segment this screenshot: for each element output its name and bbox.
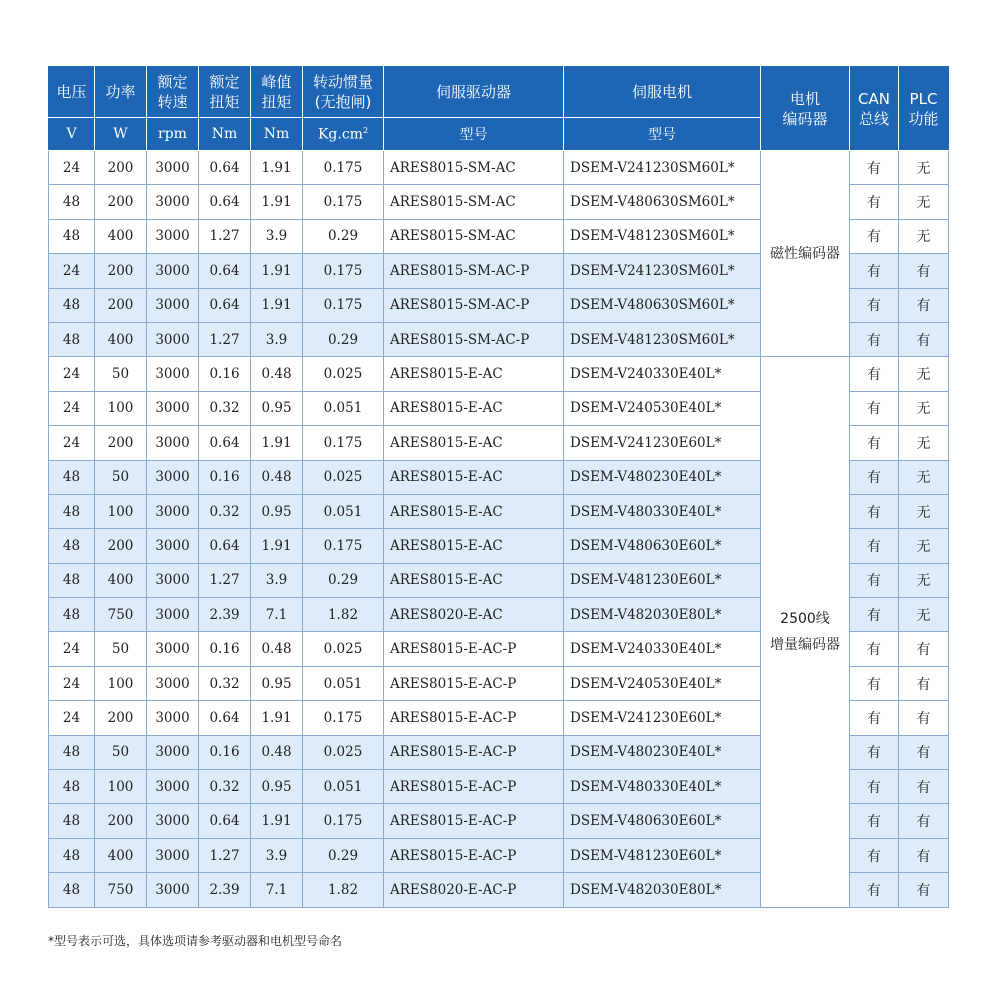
unit-motor-model: 型号 bbox=[564, 118, 761, 151]
encoder-incremental-line1: 2500线 bbox=[780, 610, 830, 627]
cell-inertia: 0.175 bbox=[303, 254, 384, 288]
cell-voltage: 48 bbox=[49, 735, 95, 769]
cell-speed: 3000 bbox=[147, 322, 199, 356]
cell-plc: 无 bbox=[899, 563, 949, 597]
cell-driver-model: ARES8015-E-AC bbox=[384, 563, 564, 597]
cell-speed: 3000 bbox=[147, 460, 199, 494]
cell-voltage: 24 bbox=[49, 151, 95, 185]
cell-motor-model: DSEM-V482030E80L* bbox=[564, 598, 761, 632]
cell-voltage: 48 bbox=[49, 563, 95, 597]
cell-driver-model: ARES8015-E-AC bbox=[384, 529, 564, 563]
cell-power: 200 bbox=[95, 254, 147, 288]
cell-voltage: 24 bbox=[49, 357, 95, 391]
cell-inertia: 0.025 bbox=[303, 632, 384, 666]
cell-can: 有 bbox=[850, 391, 899, 425]
cell-inertia: 0.175 bbox=[303, 804, 384, 838]
header-peak-torque: 峰值 扭矩 bbox=[251, 67, 303, 118]
cell-motor-model: DSEM-V241230SM60L* bbox=[564, 151, 761, 185]
unit-peak-torque: Nm bbox=[251, 118, 303, 151]
cell-driver-model: ARES8015-SM-AC-P bbox=[384, 322, 564, 356]
cell-inertia: 0.29 bbox=[303, 838, 384, 872]
cell-rated-torque: 0.32 bbox=[199, 666, 251, 700]
cell-plc: 无 bbox=[899, 357, 949, 391]
unit-speed: rpm bbox=[147, 118, 199, 151]
table-row bbox=[49, 151, 949, 185]
cell-peak-torque: 1.91 bbox=[251, 288, 303, 322]
cell-inertia: 0.051 bbox=[303, 666, 384, 700]
cell-peak-torque: 1.91 bbox=[251, 185, 303, 219]
cell-motor-model: DSEM-V481230SM60L* bbox=[564, 322, 761, 356]
cell-voltage: 48 bbox=[49, 529, 95, 563]
table-row bbox=[49, 357, 949, 391]
cell-can: 有 bbox=[850, 666, 899, 700]
cell-speed: 3000 bbox=[147, 770, 199, 804]
cell-inertia: 0.051 bbox=[303, 770, 384, 804]
cell-motor-model: DSEM-V480330E40L* bbox=[564, 494, 761, 528]
cell-can: 有 bbox=[850, 735, 899, 769]
cell-can: 有 bbox=[850, 219, 899, 253]
cell-power: 200 bbox=[95, 151, 147, 185]
header-power: 功率 bbox=[95, 67, 147, 118]
cell-motor-model: DSEM-V480630SM60L* bbox=[564, 185, 761, 219]
cell-can: 有 bbox=[850, 529, 899, 563]
cell-can: 有 bbox=[850, 185, 899, 219]
cell-rated-torque: 0.64 bbox=[199, 288, 251, 322]
cell-power: 200 bbox=[95, 426, 147, 460]
cell-speed: 3000 bbox=[147, 426, 199, 460]
cell-power: 200 bbox=[95, 804, 147, 838]
cell-peak-torque: 0.95 bbox=[251, 494, 303, 528]
header-inertia: 转动惯量 (无抱闸) bbox=[303, 67, 384, 118]
cell-power: 400 bbox=[95, 838, 147, 872]
cell-can: 有 bbox=[850, 494, 899, 528]
cell-can: 有 bbox=[850, 151, 899, 185]
cell-driver-model: ARES8015-E-AC-P bbox=[384, 701, 564, 735]
cell-driver-model: ARES8015-E-AC-P bbox=[384, 666, 564, 700]
cell-rated-torque: 0.64 bbox=[199, 804, 251, 838]
cell-motor-model: DSEM-V481230SM60L* bbox=[564, 219, 761, 253]
cell-speed: 3000 bbox=[147, 701, 199, 735]
cell-power: 200 bbox=[95, 701, 147, 735]
encoder-incremental-line2: 增量编码器 bbox=[770, 636, 840, 653]
cell-peak-torque: 1.91 bbox=[251, 529, 303, 563]
footnote: *型号表示可选，具体选项请参考驱动器和电机型号命名 bbox=[48, 934, 343, 948]
cell-motor-model: DSEM-V241230E60L* bbox=[564, 426, 761, 460]
cell-power: 200 bbox=[95, 529, 147, 563]
cell-motor-model: DSEM-V480630E60L* bbox=[564, 529, 761, 563]
cell-rated-torque: 2.39 bbox=[199, 598, 251, 632]
cell-rated-torque: 0.16 bbox=[199, 735, 251, 769]
cell-power: 50 bbox=[95, 632, 147, 666]
unit-voltage: V bbox=[49, 118, 95, 151]
cell-driver-model: ARES8020-E-AC bbox=[384, 598, 564, 632]
cell-peak-torque: 7.1 bbox=[251, 598, 303, 632]
cell-peak-torque: 3.9 bbox=[251, 219, 303, 253]
cell-speed: 3000 bbox=[147, 563, 199, 597]
cell-plc: 有 bbox=[899, 666, 949, 700]
unit-driver-model: 型号 bbox=[384, 118, 564, 151]
cell-plc: 有 bbox=[899, 838, 949, 872]
cell-rated-torque: 0.16 bbox=[199, 460, 251, 494]
unit-rated-torque: Nm bbox=[199, 118, 251, 151]
cell-power: 400 bbox=[95, 322, 147, 356]
cell-voltage: 48 bbox=[49, 770, 95, 804]
cell-motor-model: DSEM-V480630E60L* bbox=[564, 804, 761, 838]
cell-plc: 无 bbox=[899, 598, 949, 632]
cell-power: 50 bbox=[95, 460, 147, 494]
cell-driver-model: ARES8015-SM-AC bbox=[384, 185, 564, 219]
cell-rated-torque: 0.16 bbox=[199, 357, 251, 391]
cell-inertia: 0.051 bbox=[303, 391, 384, 425]
cell-speed: 3000 bbox=[147, 151, 199, 185]
cell-peak-torque: 0.48 bbox=[251, 357, 303, 391]
cell-voltage: 48 bbox=[49, 838, 95, 872]
cell-peak-torque: 7.1 bbox=[251, 873, 303, 907]
cell-driver-model: ARES8015-SM-AC bbox=[384, 151, 564, 185]
cell-voltage: 48 bbox=[49, 219, 95, 253]
cell-voltage: 48 bbox=[49, 804, 95, 838]
cell-rated-torque: 0.32 bbox=[199, 770, 251, 804]
cell-inertia: 0.025 bbox=[303, 735, 384, 769]
cell-inertia: 0.025 bbox=[303, 460, 384, 494]
header-rated-torque: 额定 扭矩 bbox=[199, 67, 251, 118]
cell-voltage: 24 bbox=[49, 666, 95, 700]
cell-plc: 无 bbox=[899, 219, 949, 253]
cell-driver-model: ARES8015-E-AC bbox=[384, 426, 564, 460]
cell-power: 100 bbox=[95, 494, 147, 528]
cell-rated-torque: 0.64 bbox=[199, 254, 251, 288]
cell-motor-model: DSEM-V481230E60L* bbox=[564, 563, 761, 597]
cell-plc: 无 bbox=[899, 426, 949, 460]
cell-speed: 3000 bbox=[147, 632, 199, 666]
cell-plc: 有 bbox=[899, 632, 949, 666]
cell-plc: 有 bbox=[899, 701, 949, 735]
cell-peak-torque: 0.95 bbox=[251, 666, 303, 700]
cell-power: 750 bbox=[95, 873, 147, 907]
cell-power: 200 bbox=[95, 288, 147, 322]
cell-rated-torque: 0.64 bbox=[199, 426, 251, 460]
cell-inertia: 0.29 bbox=[303, 563, 384, 597]
header-driver: 伺服驱动器 bbox=[384, 67, 564, 118]
cell-inertia: 0.175 bbox=[303, 701, 384, 735]
cell-can: 有 bbox=[850, 873, 899, 907]
cell-voltage: 24 bbox=[49, 701, 95, 735]
cell-can: 有 bbox=[850, 254, 899, 288]
cell-power: 50 bbox=[95, 357, 147, 391]
cell-driver-model: ARES8015-E-AC bbox=[384, 494, 564, 528]
cell-peak-torque: 0.48 bbox=[251, 460, 303, 494]
cell-driver-model: ARES8015-E-AC bbox=[384, 391, 564, 425]
cell-voltage: 48 bbox=[49, 185, 95, 219]
cell-plc: 有 bbox=[899, 873, 949, 907]
header-row bbox=[49, 67, 949, 118]
cell-driver-model: ARES8015-SM-AC-P bbox=[384, 288, 564, 322]
cell-speed: 3000 bbox=[147, 185, 199, 219]
cell-power: 200 bbox=[95, 185, 147, 219]
cell-speed: 3000 bbox=[147, 598, 199, 632]
cell-voltage: 48 bbox=[49, 460, 95, 494]
table-body bbox=[49, 151, 949, 908]
cell-inertia: 0.175 bbox=[303, 185, 384, 219]
cell-rated-torque: 1.27 bbox=[199, 219, 251, 253]
cell-driver-model: ARES8015-SM-AC-P bbox=[384, 254, 564, 288]
cell-motor-model: DSEM-V240530E40L* bbox=[564, 666, 761, 700]
header-can: CAN 总线 bbox=[850, 67, 899, 151]
cell-peak-torque: 3.9 bbox=[251, 838, 303, 872]
cell-can: 有 bbox=[850, 632, 899, 666]
cell-voltage: 24 bbox=[49, 254, 95, 288]
cell-plc: 无 bbox=[899, 391, 949, 425]
cell-voltage: 48 bbox=[49, 494, 95, 528]
cell-voltage: 48 bbox=[49, 873, 95, 907]
cell-motor-model: DSEM-V481230E60L* bbox=[564, 838, 761, 872]
cell-inertia: 0.025 bbox=[303, 357, 384, 391]
cell-rated-torque: 0.32 bbox=[199, 391, 251, 425]
cell-plc: 有 bbox=[899, 735, 949, 769]
cell-power: 50 bbox=[95, 735, 147, 769]
unit-inertia: $Kg.cm^2$ bbox=[303, 118, 384, 151]
unit-power: W bbox=[95, 118, 147, 151]
cell-inertia: 0.29 bbox=[303, 219, 384, 253]
cell-driver-model: ARES8015-E-AC-P bbox=[384, 804, 564, 838]
cell-speed: 3000 bbox=[147, 838, 199, 872]
cell-rated-torque: 0.64 bbox=[199, 701, 251, 735]
cell-plc: 有 bbox=[899, 770, 949, 804]
cell-rated-torque: 1.27 bbox=[199, 838, 251, 872]
cell-peak-torque: 1.91 bbox=[251, 804, 303, 838]
cell-voltage: 48 bbox=[49, 288, 95, 322]
cell-driver-model: ARES8015-E-AC-P bbox=[384, 770, 564, 804]
cell-power: 100 bbox=[95, 666, 147, 700]
cell-peak-torque: 1.91 bbox=[251, 254, 303, 288]
cell-speed: 3000 bbox=[147, 357, 199, 391]
cell-peak-torque: 3.9 bbox=[251, 563, 303, 597]
cell-rated-torque: 0.64 bbox=[199, 529, 251, 563]
cell-speed: 3000 bbox=[147, 219, 199, 253]
cell-can: 有 bbox=[850, 804, 899, 838]
cell-motor-model: DSEM-V241230E60L* bbox=[564, 701, 761, 735]
cell-can: 有 bbox=[850, 426, 899, 460]
cell-plc: 无 bbox=[899, 151, 949, 185]
cell-inertia: 0.175 bbox=[303, 529, 384, 563]
cell-motor-model: DSEM-V241230SM60L* bbox=[564, 254, 761, 288]
cell-peak-torque: 3.9 bbox=[251, 322, 303, 356]
cell-motor-model: DSEM-V480230E40L* bbox=[564, 735, 761, 769]
cell-motor-model: DSEM-V480330E40L* bbox=[564, 770, 761, 804]
cell-motor-model: DSEM-V240330E40L* bbox=[564, 357, 761, 391]
cell-speed: 3000 bbox=[147, 735, 199, 769]
cell-peak-torque: 1.91 bbox=[251, 701, 303, 735]
header-rated-speed: 额定 转速 bbox=[147, 67, 199, 118]
cell-peak-torque: 0.95 bbox=[251, 770, 303, 804]
cell-can: 有 bbox=[850, 460, 899, 494]
cell-plc: 有 bbox=[899, 322, 949, 356]
cell-inertia: 1.82 bbox=[303, 598, 384, 632]
cell-can: 有 bbox=[850, 322, 899, 356]
cell-power: 750 bbox=[95, 598, 147, 632]
cell-power: 400 bbox=[95, 563, 147, 597]
cell-power: 100 bbox=[95, 770, 147, 804]
cell-inertia: 0.051 bbox=[303, 494, 384, 528]
cell-can: 有 bbox=[850, 838, 899, 872]
cell-motor-model: DSEM-V480630SM60L* bbox=[564, 288, 761, 322]
cell-can: 有 bbox=[850, 357, 899, 391]
cell-inertia: 0.29 bbox=[303, 322, 384, 356]
header-plc: PLC 功能 bbox=[899, 67, 949, 151]
cell-driver-model: ARES8015-SM-AC bbox=[384, 219, 564, 253]
cell-plc: 无 bbox=[899, 494, 949, 528]
cell-power: 100 bbox=[95, 391, 147, 425]
cell-driver-model: ARES8020-E-AC-P bbox=[384, 873, 564, 907]
cell-peak-torque: 0.48 bbox=[251, 735, 303, 769]
cell-inertia: 0.175 bbox=[303, 288, 384, 322]
cell-rated-torque: 2.39 bbox=[199, 873, 251, 907]
cell-can: 有 bbox=[850, 598, 899, 632]
cell-peak-torque: 0.95 bbox=[251, 391, 303, 425]
cell-peak-torque: 0.48 bbox=[251, 632, 303, 666]
cell-rated-torque: 1.27 bbox=[199, 563, 251, 597]
cell-driver-model: ARES8015-E-AC-P bbox=[384, 632, 564, 666]
cell-speed: 3000 bbox=[147, 666, 199, 700]
encoder-incremental bbox=[761, 357, 850, 907]
cell-driver-model: ARES8015-E-AC bbox=[384, 460, 564, 494]
header-motor: 伺服电机 bbox=[564, 67, 761, 118]
cell-inertia: 0.175 bbox=[303, 151, 384, 185]
cell-speed: 3000 bbox=[147, 288, 199, 322]
cell-driver-model: ARES8015-E-AC-P bbox=[384, 735, 564, 769]
cell-peak-torque: 1.91 bbox=[251, 426, 303, 460]
cell-can: 有 bbox=[850, 563, 899, 597]
cell-voltage: 24 bbox=[49, 426, 95, 460]
encoder-magnetic: 磁性编码器 bbox=[761, 151, 850, 357]
cell-power: 400 bbox=[95, 219, 147, 253]
cell-rated-torque: 0.16 bbox=[199, 632, 251, 666]
cell-inertia: 1.82 bbox=[303, 873, 384, 907]
cell-plc: 有 bbox=[899, 254, 949, 288]
cell-rated-torque: 0.64 bbox=[199, 185, 251, 219]
header-voltage: 电压 bbox=[49, 67, 95, 118]
cell-inertia: 0.175 bbox=[303, 426, 384, 460]
cell-speed: 3000 bbox=[147, 873, 199, 907]
cell-voltage: 24 bbox=[49, 632, 95, 666]
cell-speed: 3000 bbox=[147, 804, 199, 838]
cell-rated-torque: 1.27 bbox=[199, 322, 251, 356]
cell-voltage: 24 bbox=[49, 391, 95, 425]
cell-driver-model: ARES8015-E-AC bbox=[384, 357, 564, 391]
cell-speed: 3000 bbox=[147, 391, 199, 425]
cell-plc: 无 bbox=[899, 460, 949, 494]
cell-speed: 3000 bbox=[147, 494, 199, 528]
header-encoder: 电机 编码器 bbox=[761, 67, 850, 151]
cell-motor-model: DSEM-V480230E40L* bbox=[564, 460, 761, 494]
cell-peak-torque: 1.91 bbox=[251, 151, 303, 185]
cell-voltage: 48 bbox=[49, 598, 95, 632]
cell-rated-torque: 0.64 bbox=[199, 151, 251, 185]
cell-motor-model: DSEM-V240330E40L* bbox=[564, 632, 761, 666]
cell-motor-model: DSEM-V240530E40L* bbox=[564, 391, 761, 425]
spec-table bbox=[48, 66, 949, 908]
cell-driver-model: ARES8015-E-AC-P bbox=[384, 838, 564, 872]
cell-speed: 3000 bbox=[147, 254, 199, 288]
cell-can: 有 bbox=[850, 288, 899, 322]
cell-plc: 无 bbox=[899, 529, 949, 563]
cell-voltage: 48 bbox=[49, 322, 95, 356]
cell-speed: 3000 bbox=[147, 529, 199, 563]
cell-plc: 无 bbox=[899, 185, 949, 219]
cell-motor-model: DSEM-V482030E80L* bbox=[564, 873, 761, 907]
cell-plc: 有 bbox=[899, 804, 949, 838]
cell-rated-torque: 0.32 bbox=[199, 494, 251, 528]
cell-plc: 有 bbox=[899, 288, 949, 322]
cell-can: 有 bbox=[850, 770, 899, 804]
cell-can: 有 bbox=[850, 701, 899, 735]
